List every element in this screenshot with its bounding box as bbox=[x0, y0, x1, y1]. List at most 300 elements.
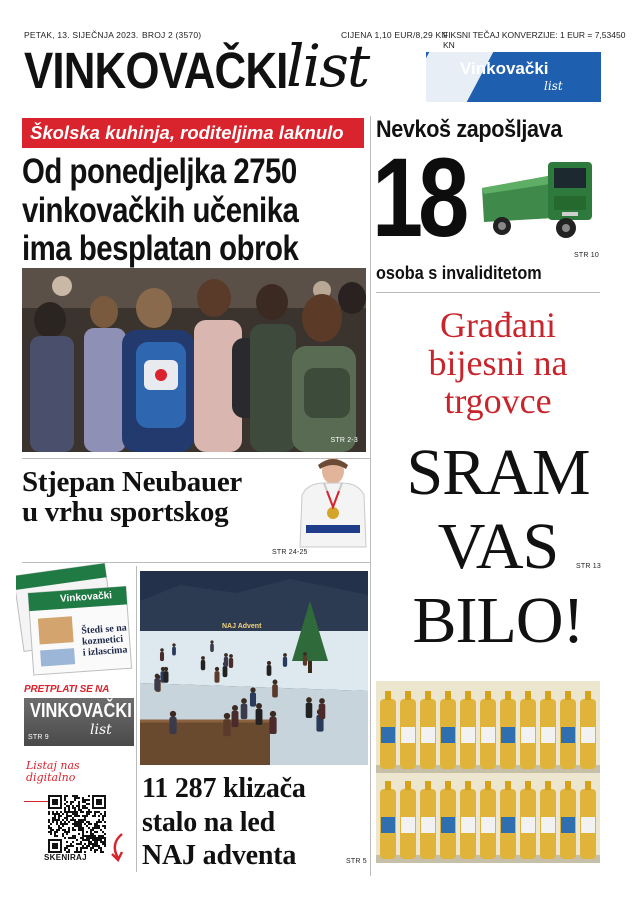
oil-bottle-cap bbox=[425, 691, 431, 700]
qr-module bbox=[94, 827, 96, 829]
qr-module bbox=[66, 847, 68, 849]
qr-module bbox=[104, 841, 106, 843]
qr-module bbox=[54, 817, 56, 819]
citizens-red-line: Građani bbox=[440, 305, 556, 345]
column-divider bbox=[370, 116, 371, 876]
qr-module bbox=[74, 797, 76, 799]
qr-finder bbox=[52, 799, 58, 805]
qr-module bbox=[76, 821, 78, 823]
qr-module bbox=[76, 825, 78, 827]
qr-module bbox=[58, 817, 60, 819]
qr-module bbox=[64, 821, 66, 823]
qr-module bbox=[56, 829, 58, 831]
oil-bottle-label bbox=[481, 727, 495, 743]
qr-module bbox=[66, 819, 68, 821]
qr-module bbox=[66, 831, 68, 833]
digital-line: digitalno bbox=[26, 771, 76, 784]
qr-module bbox=[86, 811, 88, 813]
qr-module bbox=[86, 831, 88, 833]
rink-sign: NAJ Advent bbox=[222, 623, 262, 630]
qr-module bbox=[82, 839, 84, 841]
qr-module bbox=[70, 843, 72, 845]
qr-module bbox=[100, 841, 102, 843]
qr-module bbox=[104, 815, 106, 817]
qr-module bbox=[68, 807, 70, 809]
qr-module bbox=[66, 795, 68, 797]
qr-module bbox=[96, 811, 98, 813]
qr-module bbox=[82, 827, 84, 829]
oil-bottle-label bbox=[441, 817, 455, 833]
qr-module bbox=[98, 827, 100, 829]
qr-module bbox=[82, 807, 84, 809]
skater-figure bbox=[172, 643, 176, 655]
qr-module bbox=[58, 813, 60, 815]
skater-figure bbox=[250, 687, 256, 706]
qr-module bbox=[82, 821, 84, 823]
qr-module bbox=[82, 797, 84, 799]
qr-module bbox=[54, 815, 56, 817]
qr-module bbox=[102, 825, 104, 827]
qr-module bbox=[62, 813, 64, 815]
qr-module bbox=[62, 823, 64, 825]
qr-module bbox=[68, 821, 70, 823]
students-photo[interactable] bbox=[22, 268, 366, 452]
qr-module bbox=[96, 823, 98, 825]
qr-module bbox=[68, 829, 70, 831]
oil-bottle-cap bbox=[545, 781, 551, 790]
qr-module bbox=[86, 807, 88, 809]
qr-module bbox=[94, 837, 96, 839]
qr-code[interactable] bbox=[48, 795, 106, 853]
qr-module bbox=[74, 813, 76, 815]
qr-module bbox=[88, 803, 90, 805]
qr-module bbox=[60, 811, 62, 813]
subscribe-prompt: PRETPLATI SE NA bbox=[24, 684, 110, 695]
qr-module bbox=[84, 835, 86, 837]
qr-module bbox=[96, 837, 98, 839]
qr-module bbox=[86, 825, 88, 827]
qr-module bbox=[84, 839, 86, 841]
qr-module bbox=[104, 811, 106, 813]
oil-bottle-label bbox=[481, 817, 495, 833]
qr-module bbox=[52, 829, 54, 831]
oil-bottle-cap bbox=[385, 781, 391, 790]
qr-module bbox=[64, 817, 66, 819]
qr-module bbox=[82, 831, 84, 833]
qr-module bbox=[50, 823, 52, 825]
oil-bottle-label bbox=[461, 727, 475, 743]
oil-shelf-photo[interactable] bbox=[376, 681, 600, 863]
oil-bottles-illustration bbox=[376, 681, 600, 863]
qr-module bbox=[74, 837, 76, 839]
newspaper-stack[interactable] bbox=[16, 560, 134, 678]
oil-bottle-cap bbox=[405, 691, 411, 700]
qr-module bbox=[90, 833, 92, 835]
qr-module bbox=[100, 829, 102, 831]
subscribe-badge[interactable] bbox=[24, 684, 134, 746]
qr-module bbox=[100, 851, 102, 853]
qr-module bbox=[58, 815, 60, 817]
qr-module bbox=[104, 837, 106, 839]
qr-module bbox=[78, 821, 80, 823]
qr-module bbox=[96, 845, 98, 847]
skating-headline-line: 11 287 klizača bbox=[142, 773, 306, 804]
qr-module bbox=[78, 815, 80, 817]
qr-module bbox=[100, 839, 102, 841]
qr-module bbox=[74, 795, 76, 797]
oil-bottle-cap bbox=[525, 781, 531, 790]
qr-module bbox=[82, 815, 84, 817]
qr-module bbox=[94, 823, 96, 825]
qr-module bbox=[66, 811, 68, 813]
qr-module bbox=[76, 843, 78, 845]
qr-module bbox=[100, 837, 102, 839]
skating-headline-line: NAJ adventa bbox=[142, 840, 297, 871]
qr-module bbox=[92, 835, 94, 837]
qr-module bbox=[62, 833, 64, 835]
qr-module bbox=[52, 813, 54, 815]
qr-module bbox=[64, 807, 66, 809]
ice-rink-photo[interactable] bbox=[140, 571, 368, 765]
subscribe-box bbox=[24, 698, 134, 746]
qr-module bbox=[74, 819, 76, 821]
qr-module bbox=[78, 797, 80, 799]
qr-module bbox=[96, 839, 98, 841]
qr-module bbox=[50, 827, 52, 829]
qr-module bbox=[88, 813, 90, 815]
qr-module bbox=[82, 805, 84, 807]
skater-figure bbox=[272, 680, 278, 698]
qr-module bbox=[102, 837, 104, 839]
qr-module bbox=[54, 819, 56, 821]
qr-module bbox=[60, 823, 62, 825]
qr-module bbox=[48, 813, 50, 815]
qr-module bbox=[78, 807, 80, 809]
qr-module bbox=[68, 815, 70, 817]
qr-module bbox=[82, 837, 84, 839]
qr-module bbox=[70, 801, 72, 803]
oil-bottle-label bbox=[581, 727, 595, 743]
citizens-big-headline[interactable] bbox=[372, 436, 624, 658]
qr-module bbox=[94, 811, 96, 813]
sport-page-ref: STR 24-25 bbox=[272, 549, 308, 556]
oil-bottle-label bbox=[421, 817, 435, 833]
qr-module bbox=[62, 825, 64, 827]
qr-module bbox=[86, 803, 88, 805]
qr-module bbox=[56, 813, 58, 815]
qr-module bbox=[96, 827, 98, 829]
qr-module bbox=[68, 831, 70, 833]
truck-illustration bbox=[478, 148, 600, 242]
qr-module bbox=[102, 841, 104, 843]
qr-module bbox=[82, 801, 84, 803]
qr-module bbox=[82, 847, 84, 849]
qr-module bbox=[64, 849, 66, 851]
qr-module bbox=[90, 823, 92, 825]
oil-bottle-cap bbox=[485, 691, 491, 700]
qr-module bbox=[66, 801, 68, 803]
brand-logo[interactable] bbox=[426, 52, 601, 102]
oil-bottle-cap bbox=[445, 781, 451, 790]
qr-module bbox=[74, 809, 76, 811]
qr-module bbox=[88, 811, 90, 813]
qr-module bbox=[72, 817, 74, 819]
skaters-layer bbox=[140, 571, 368, 765]
qr-module bbox=[70, 819, 72, 821]
qr-module bbox=[74, 829, 76, 831]
qr-module bbox=[76, 811, 78, 813]
qr-module bbox=[94, 813, 96, 815]
skater-figure bbox=[224, 653, 228, 667]
qr-module bbox=[90, 847, 92, 849]
skater-figure bbox=[215, 667, 220, 683]
qr-module bbox=[102, 819, 104, 821]
qr-module bbox=[76, 813, 78, 815]
subscribe-brand-script: list bbox=[90, 722, 112, 738]
qr-module bbox=[58, 829, 60, 831]
skater-figure bbox=[269, 711, 276, 734]
qr-module bbox=[52, 811, 54, 813]
qr-module bbox=[66, 805, 68, 807]
qr-module bbox=[80, 811, 82, 813]
qr-module bbox=[98, 845, 100, 847]
qr-module bbox=[104, 813, 106, 815]
qr-module bbox=[66, 823, 68, 825]
qr-module bbox=[72, 801, 74, 803]
oil-bottle-label bbox=[581, 817, 595, 833]
qr-module bbox=[80, 837, 82, 839]
qr-module bbox=[90, 811, 92, 813]
qr-module bbox=[64, 811, 66, 813]
oil-bottle-label bbox=[461, 817, 475, 833]
qr-module bbox=[98, 839, 100, 841]
qr-module bbox=[92, 847, 94, 849]
qr-module bbox=[74, 815, 76, 817]
qr-module bbox=[82, 833, 84, 835]
qr-module bbox=[74, 823, 76, 825]
qr-module bbox=[68, 827, 70, 829]
qr-module bbox=[70, 811, 72, 813]
qr-module bbox=[98, 847, 100, 849]
qr-module bbox=[48, 821, 50, 823]
qr-module bbox=[98, 819, 100, 821]
qr-module bbox=[100, 847, 102, 849]
qr-module bbox=[102, 815, 104, 817]
sport-headline-line: Stjepan Neubauer bbox=[22, 466, 242, 498]
qr-module bbox=[72, 795, 74, 797]
oil-bottle-cap bbox=[565, 691, 571, 700]
qr-module bbox=[104, 843, 106, 845]
qr-module bbox=[58, 825, 60, 827]
qr-module bbox=[94, 831, 96, 833]
qr-module bbox=[88, 839, 90, 841]
skater-figure bbox=[154, 674, 159, 691]
skater-figure bbox=[303, 652, 307, 666]
issue-number: BROJ 2 (3570) bbox=[142, 30, 202, 40]
qr-module bbox=[52, 817, 54, 819]
qr-module bbox=[50, 831, 52, 833]
exchange-rate: FIKSNI TEČAJ KONVERZIJE: 1 EUR = 7,53450 KN bbox=[443, 30, 626, 50]
qr-module bbox=[94, 841, 96, 843]
qr-module bbox=[104, 827, 106, 829]
qr-module bbox=[100, 835, 102, 837]
qr-module bbox=[88, 795, 90, 797]
employment-title[interactable]: Nevkoš zapošljava bbox=[376, 116, 562, 143]
qr-module bbox=[90, 843, 92, 845]
qr-module bbox=[76, 823, 78, 825]
oil-bottle-label bbox=[381, 727, 395, 743]
section-divider bbox=[376, 292, 600, 293]
qr-module bbox=[102, 843, 104, 845]
skater-figure bbox=[232, 705, 239, 727]
qr-module bbox=[54, 833, 56, 835]
qr-module bbox=[60, 821, 62, 823]
qr-module bbox=[88, 799, 90, 801]
qr-module bbox=[88, 835, 90, 837]
qr-module bbox=[72, 837, 74, 839]
citizens-big-line: VAS bbox=[437, 510, 559, 583]
qr-module bbox=[86, 835, 88, 837]
skating-headline[interactable] bbox=[142, 772, 306, 873]
digital-callout bbox=[26, 760, 80, 784]
qr-module bbox=[90, 837, 92, 839]
qr-module bbox=[98, 835, 100, 837]
qr-module bbox=[102, 835, 104, 837]
skating-headline-line: stalo na led bbox=[142, 806, 275, 838]
logo-line-1: Vinkovački bbox=[460, 59, 549, 78]
masthead-script: list bbox=[286, 32, 369, 100]
qr-module bbox=[88, 821, 90, 823]
qr-module bbox=[90, 849, 92, 851]
qr-module bbox=[62, 829, 64, 831]
qr-module bbox=[48, 825, 50, 827]
masthead-title[interactable]: VINKOVAČKI bbox=[24, 42, 288, 99]
oil-bottle-cap bbox=[465, 691, 471, 700]
qr-module bbox=[66, 841, 68, 843]
qr-module bbox=[66, 813, 68, 815]
qr-module bbox=[84, 799, 86, 801]
sport-headline[interactable] bbox=[22, 467, 242, 527]
qr-module bbox=[86, 815, 88, 817]
qr-module bbox=[64, 823, 66, 825]
qr-module bbox=[76, 795, 78, 797]
qr-module bbox=[68, 805, 70, 807]
qr-module bbox=[82, 835, 84, 837]
qr-module bbox=[102, 831, 104, 833]
oil-bottle-cap bbox=[525, 691, 531, 700]
qr-module bbox=[84, 823, 86, 825]
qr-module bbox=[78, 801, 80, 803]
qr-module bbox=[88, 837, 90, 839]
truck-photo[interactable] bbox=[478, 148, 600, 242]
oil-bottle-label bbox=[401, 817, 415, 833]
oil-bottle-label bbox=[561, 727, 575, 743]
oil-bottle-cap bbox=[505, 691, 511, 700]
oil-bottle-cap bbox=[445, 691, 451, 700]
qr-module bbox=[56, 811, 58, 813]
oil-bottle-cap bbox=[425, 781, 431, 790]
qr-module bbox=[62, 835, 64, 837]
qr-module bbox=[76, 849, 78, 851]
qr-module bbox=[78, 809, 80, 811]
qr-module bbox=[56, 835, 58, 837]
qr-module bbox=[104, 845, 106, 847]
qr-module bbox=[84, 847, 86, 849]
qr-module bbox=[72, 841, 74, 843]
qr-module bbox=[66, 815, 68, 817]
qr-module bbox=[96, 821, 98, 823]
qr-module bbox=[98, 837, 100, 839]
lead-kicker[interactable]: Školska kuhinja, roditeljima laknulo bbox=[22, 118, 364, 148]
qr-module bbox=[76, 839, 78, 841]
qr-module bbox=[54, 813, 56, 815]
oil-bottle-cap bbox=[585, 781, 591, 790]
qr-module bbox=[64, 831, 66, 833]
qr-module bbox=[76, 847, 78, 849]
employment-subtitle: osoba s invaliditetom bbox=[376, 263, 542, 283]
qr-module bbox=[88, 845, 90, 847]
qr-module bbox=[72, 807, 74, 809]
qr-module bbox=[48, 811, 50, 813]
judoka-photo[interactable] bbox=[296, 455, 370, 555]
oil-bottle-label bbox=[521, 727, 535, 743]
qr-module bbox=[74, 835, 76, 837]
oil-bottle-label bbox=[541, 817, 555, 833]
qr-module bbox=[80, 841, 82, 843]
skater-figure bbox=[283, 653, 287, 667]
qr-module bbox=[86, 839, 88, 841]
qr-module bbox=[98, 815, 100, 817]
qr-module bbox=[104, 839, 106, 841]
lead-headline-line: Od ponedjeljka 2750 bbox=[22, 152, 297, 191]
qr-module bbox=[80, 847, 82, 849]
qr-module bbox=[48, 827, 50, 829]
qr-module bbox=[94, 851, 96, 853]
qr-finder bbox=[52, 843, 58, 849]
qr-module bbox=[88, 843, 90, 845]
qr-module bbox=[80, 821, 82, 823]
qr-module bbox=[98, 811, 100, 813]
qr-module bbox=[100, 813, 102, 815]
lead-headline-line: ima besplatan obrok bbox=[22, 229, 299, 268]
paper-teaser: Štedi se na kozmetici i izlascima bbox=[80, 622, 128, 659]
qr-module bbox=[74, 825, 76, 827]
qr-finder bbox=[96, 799, 102, 805]
skater-figure bbox=[241, 698, 248, 719]
qr-module bbox=[86, 821, 88, 823]
qr-module bbox=[84, 843, 86, 845]
qr-module bbox=[92, 827, 94, 829]
citizens-red-headline[interactable] bbox=[372, 306, 624, 420]
lead-headline[interactable] bbox=[22, 153, 316, 269]
issue-date: PETAK, 13. SIJEČNJA 2023. bbox=[24, 30, 139, 40]
qr-module bbox=[92, 815, 94, 817]
qr-module bbox=[92, 845, 94, 847]
qr-module bbox=[60, 815, 62, 817]
qr-module bbox=[66, 845, 68, 847]
qr-module bbox=[80, 827, 82, 829]
qr-module bbox=[78, 829, 80, 831]
oil-bottle-cap bbox=[545, 691, 551, 700]
qr-module bbox=[54, 835, 56, 837]
qr-module bbox=[82, 811, 84, 813]
qr-module bbox=[92, 839, 94, 841]
skater-figure bbox=[319, 698, 326, 719]
oil-bottle-label bbox=[441, 727, 455, 743]
qr-module bbox=[70, 803, 72, 805]
qr-module bbox=[78, 833, 80, 835]
qr-module bbox=[86, 799, 88, 801]
